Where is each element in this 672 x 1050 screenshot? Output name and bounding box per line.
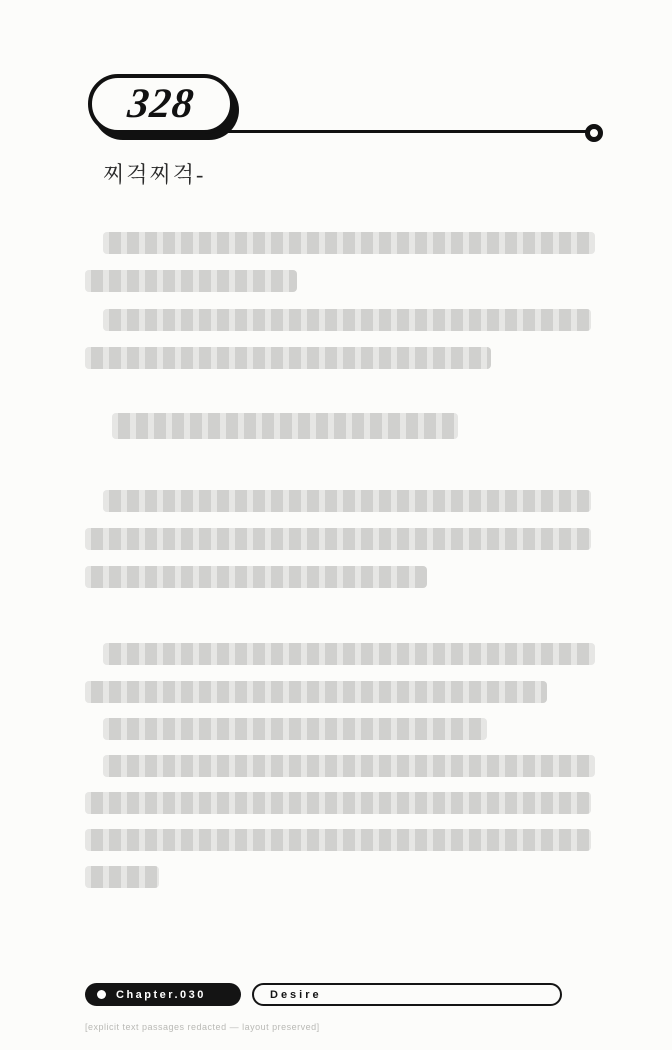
page-number-badge	[88, 74, 234, 134]
footer-chapter-label: Chapter.030	[116, 988, 206, 1001]
dialogue-exchange-redacted-line	[103, 643, 595, 665]
dialogue-exchange-redacted-line	[85, 866, 159, 888]
sound-effect-line: 찌걱찌걱-	[103, 162, 206, 187]
dialogue-exchange-redacted-line	[85, 829, 591, 851]
narration-paragraph-2-redacted-line	[85, 347, 491, 369]
page-number: 328	[125, 81, 197, 127]
dialogue-exchange-redacted-line	[103, 755, 595, 777]
dialogue-exchange-redacted-line	[85, 681, 547, 703]
dialogue-exchange-redacted-line	[103, 718, 487, 740]
narration-paragraph-3-redacted-line	[85, 566, 427, 588]
dialogue-exchange-redacted-line	[85, 792, 591, 814]
header-rule-line	[228, 130, 586, 133]
narration-paragraph-2-redacted-line	[103, 309, 591, 331]
footer-series-pill	[252, 983, 562, 1006]
narration-paragraph-1-redacted-line	[85, 270, 297, 292]
header-ring-ornament	[585, 124, 603, 142]
narration-paragraph-3-redacted-line	[103, 490, 591, 512]
dialogue-exclamation-redacted-line	[112, 413, 458, 439]
redaction-note: [explicit text passages redacted — layout preserved]	[85, 1022, 320, 1032]
footer-chapter-pill	[85, 983, 241, 1006]
narration-paragraph-1-redacted-line	[103, 232, 595, 254]
footer-dot-icon	[97, 990, 106, 999]
footer-series-label: Desire	[270, 988, 322, 1001]
narration-paragraph-3-redacted-line	[85, 528, 591, 550]
